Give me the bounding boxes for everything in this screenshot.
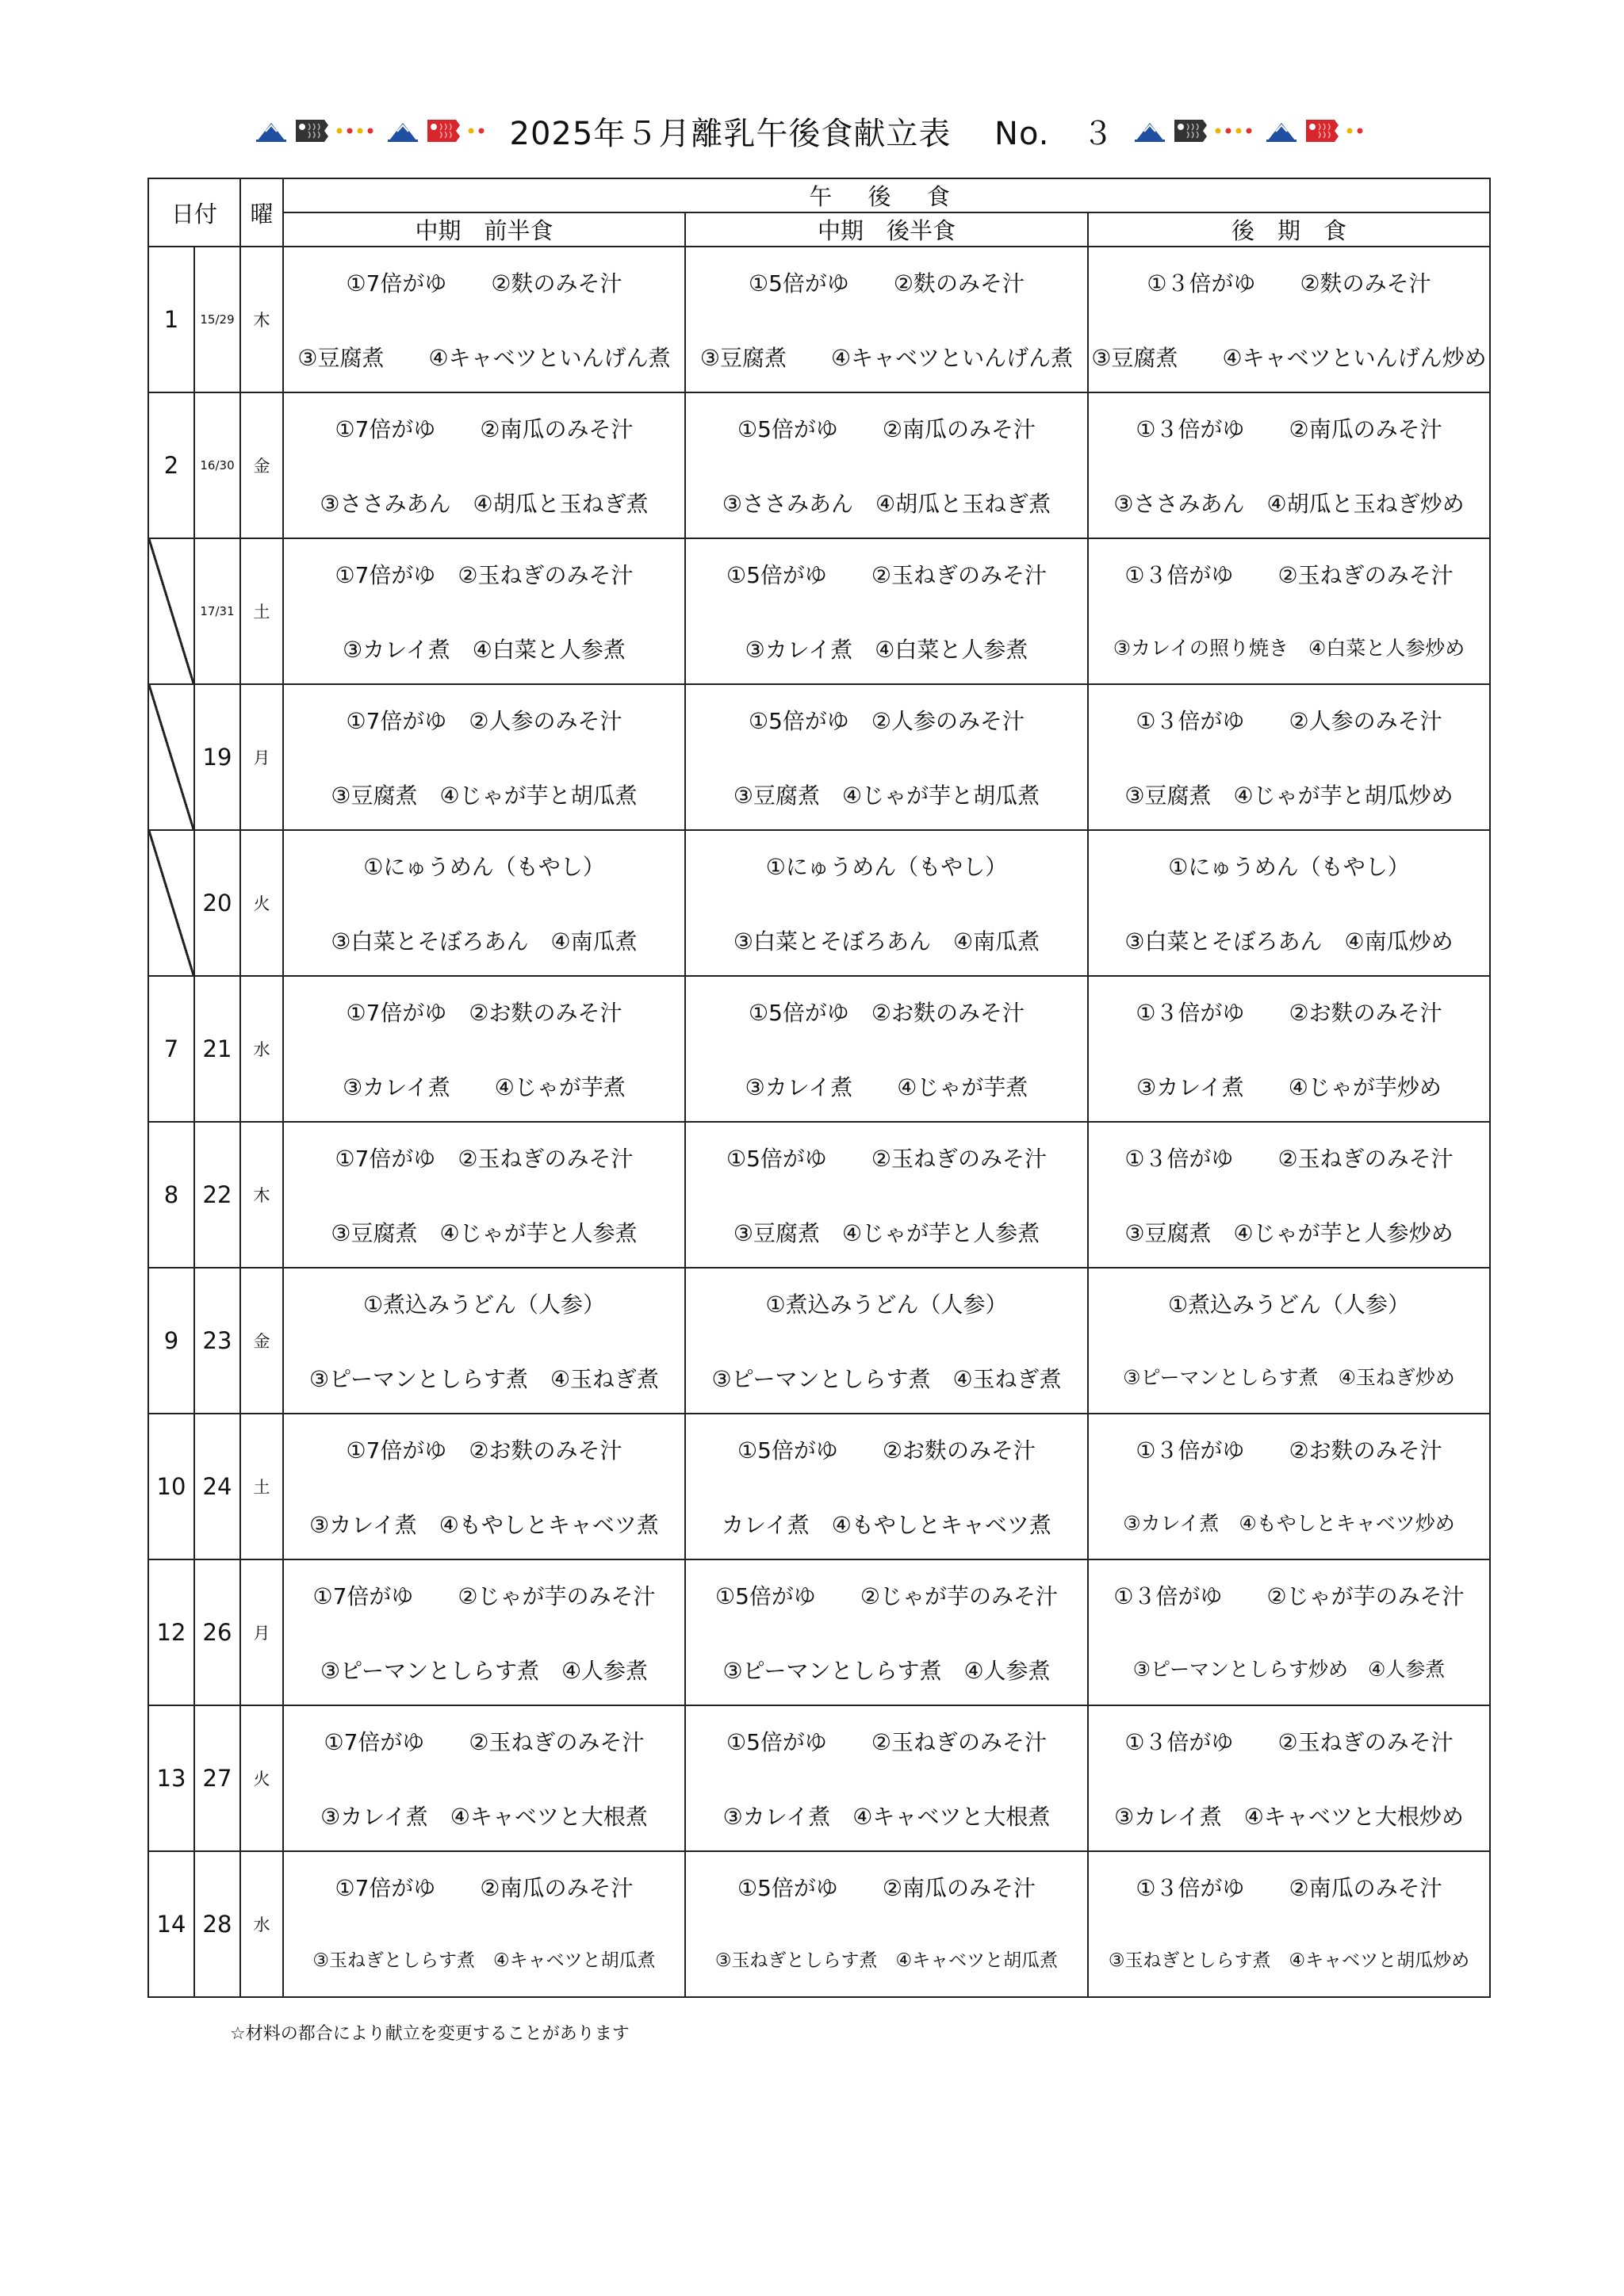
menu-cell-mid-late <box>685 1122 1088 1268</box>
menu-line: ①３倍がゆ ②南瓜のみそ汁 <box>1136 416 1442 442</box>
menu-cell-mid-late <box>685 1559 1088 1705</box>
table-row <box>148 1705 1490 1851</box>
menu-line: ③カレイ煮 ④じゃが芋煮 <box>745 1074 1028 1100</box>
menu-line: ①にゅうめん（もやし） <box>363 854 605 880</box>
menu-line: ③豆腐煮 ④じゃが芋と人参煮 <box>331 1220 638 1246</box>
menu-cell-mid-early <box>283 1268 685 1414</box>
menu-line: ①5倍がゆ ②玉ねぎのみそ汁 <box>726 562 1048 588</box>
koinobori-decoration-left <box>255 117 491 144</box>
menu-line: ①5倍がゆ ②お麩のみそ汁 <box>749 1000 1025 1026</box>
menu-line: ①5倍がゆ ②お麩のみそ汁 <box>737 1437 1036 1464</box>
menu-line: ①7倍がゆ ②お麩のみそ汁 <box>346 1437 622 1464</box>
menu-line: ③カレイ煮 ④キャベツと大根煮 <box>320 1804 648 1830</box>
row-number: 9 <box>148 1268 194 1414</box>
menu-line: ①煮込みうどん（人参） <box>362 1292 606 1318</box>
menu-line: ③ピーマンとしらす煮 ④玉ねぎ煮 <box>308 1366 660 1392</box>
menu-line: ③ささみあん ④胡瓜と玉ねぎ煮 <box>320 491 649 517</box>
menu-cell-late-stage <box>1088 392 1490 538</box>
menu-line: ③豆腐煮 ④キャベツといんげん煮 <box>297 345 671 371</box>
menu-line: ③豆腐煮 ④じゃが芋と胡瓜炒め <box>1124 783 1454 809</box>
menu-cell-late-stage <box>1088 976 1490 1122</box>
row-number <box>148 684 194 830</box>
row-date: 28 <box>194 1851 240 1997</box>
menu-cell-mid-early <box>283 830 685 976</box>
row-date: 17/31 <box>194 538 240 684</box>
menu-line: ①7倍がゆ ②お麩のみそ汁 <box>346 1000 622 1026</box>
menu-cell-mid-early <box>283 392 685 538</box>
menu-cell-mid-early <box>283 247 685 392</box>
menu-line: ③ピーマンとしらす煮 ④人参煮 <box>320 1658 649 1684</box>
menu-cell-late-stage <box>1088 247 1490 392</box>
row-date: 26 <box>194 1559 240 1705</box>
menu-line: ①３倍がゆ ②玉ねぎのみそ汁 <box>1124 1729 1454 1755</box>
menu-cell-mid-early <box>283 538 685 684</box>
menu-line: ①7倍がゆ ②人参のみそ汁 <box>346 708 622 734</box>
row-number: 14 <box>148 1851 194 1997</box>
row-number: 8 <box>148 1122 194 1268</box>
table-row <box>148 830 1490 976</box>
menu-line: ①5倍がゆ ②じゃが芋のみそ汁 <box>715 1583 1059 1609</box>
menu-line: カレイ煮 ④もやしとキャベツ煮 <box>722 1512 1051 1538</box>
menu-line: ③ピーマンとしらす炒め ④人参煮 <box>1132 1658 1446 1681</box>
menu-line: ③白菜とそぼろあん ④南瓜煮 <box>331 928 638 955</box>
menu-cell-mid-late <box>685 247 1088 392</box>
menu-line: ①３倍がゆ ②お麩のみそ汁 <box>1136 1437 1442 1464</box>
menu-line: ③カレイ煮 ④白菜と人参煮 <box>343 637 626 663</box>
menu-cell-mid-early <box>283 1414 685 1559</box>
row-date: 23 <box>194 1268 240 1414</box>
menu-line: ①３倍がゆ ②人参のみそ汁 <box>1136 708 1442 734</box>
menu-line: ③カレイ煮 ④キャベツと大根煮 <box>722 1804 1051 1830</box>
row-number: 12 <box>148 1559 194 1705</box>
menu-line: ①にゅうめん（もやし） <box>765 854 1008 880</box>
menu-line: ③豆腐煮 ④じゃが芋と人参煮 <box>733 1220 1040 1246</box>
menu-line: ③豆腐煮 ④じゃが芋と胡瓜煮 <box>733 783 1040 809</box>
footnote: ☆材料の都合により献立を変更することがあります <box>230 2024 630 2044</box>
menu-line: ③カレイ煮 ④もやしとキャベツ煮 <box>309 1512 659 1538</box>
header-mid-late: 中期 後半食 <box>685 212 1088 247</box>
row-number: 1 <box>148 247 194 392</box>
row-weekday: 木 <box>240 1122 283 1268</box>
menu-cell-late-stage <box>1088 1122 1490 1268</box>
menu-line: ③豆腐煮 ④じゃが芋と胡瓜煮 <box>331 783 638 809</box>
header-day: 曜 <box>240 178 283 247</box>
header-date: 日付 <box>148 178 240 247</box>
menu-line: ①３倍がゆ ②南瓜のみそ汁 <box>1136 1875 1442 1901</box>
table-row <box>148 1851 1490 1997</box>
menu-line: ①7倍がゆ ②玉ねぎのみそ汁 <box>335 1146 634 1172</box>
beads-icon <box>1346 125 1369 136</box>
title-bar <box>0 103 1624 159</box>
row-number: 10 <box>148 1414 194 1559</box>
menu-line: ①煮込みうどん（人参） <box>765 1292 1008 1318</box>
row-weekday: 金 <box>240 1268 283 1414</box>
menu-line: ③ピーマンとしらす煮 ④玉ねぎ炒め <box>1123 1366 1455 1389</box>
menu-cell-mid-late <box>685 684 1088 830</box>
row-weekday: 月 <box>240 1559 283 1705</box>
carp-streamer-red-icon <box>426 117 461 144</box>
menu-cell-late-stage <box>1088 1414 1490 1559</box>
menu-line: ③白菜とそぼろあん ④南瓜炒め <box>1124 928 1454 955</box>
menu-line: ③カレイ煮 ④キャベツと大根炒め <box>1114 1804 1464 1830</box>
page-title: 2025年５月離乳午後食献立表 No. ３ <box>509 115 1115 152</box>
menu-line: ①３倍がゆ ②玉ねぎのみそ汁 <box>1124 562 1454 588</box>
menu-line: ③玉ねぎとしらす煮 ④キャベツと胡瓜煮 <box>714 1950 1059 1971</box>
table-row <box>148 1559 1490 1705</box>
table-row <box>148 976 1490 1122</box>
menu-line: ①３倍がゆ ②麩のみそ汁 <box>1147 270 1431 297</box>
menu-line: ①5倍がゆ ②玉ねぎのみそ汁 <box>726 1146 1048 1172</box>
menu-line: ①３倍がゆ ②お麩のみそ汁 <box>1136 1000 1442 1026</box>
menu-line: ①7倍がゆ ②玉ねぎのみそ汁 <box>335 562 634 588</box>
menu-line: ③カレイ煮 ④もやしとキャベツ炒め <box>1123 1512 1455 1535</box>
menu-line: ③豆腐煮 ④キャベツといんげん炒め <box>1091 345 1487 371</box>
menu-line: ③カレイ煮 ④じゃが芋煮 <box>343 1074 626 1100</box>
kabuto-icon <box>255 119 288 143</box>
row-weekday: 火 <box>240 1705 283 1851</box>
menu-line: ③ピーマンとしらす煮 ④人参煮 <box>722 1658 1051 1684</box>
menu-cell-late-stage <box>1088 1559 1490 1705</box>
menu-line: ③ささみあん ④胡瓜と玉ねぎ煮 <box>722 491 1051 517</box>
menu-cell-mid-early <box>283 1705 685 1851</box>
row-number: 7 <box>148 976 194 1122</box>
row-weekday: 土 <box>240 538 283 684</box>
carp-streamer-black-icon <box>294 117 329 144</box>
row-date: 20 <box>194 830 240 976</box>
menu-line: ①7倍がゆ ②南瓜のみそ汁 <box>335 1875 634 1901</box>
menu-line: ①にゅうめん（もやし） <box>1168 854 1410 880</box>
beads-icon <box>467 125 491 136</box>
menu-cell-late-stage <box>1088 1851 1490 1997</box>
menu-cell-late-stage <box>1088 1268 1490 1414</box>
table-row <box>148 1268 1490 1414</box>
menu-line: ①5倍がゆ ②南瓜のみそ汁 <box>737 1875 1036 1901</box>
table-row <box>148 538 1490 684</box>
menu-line: ③豆腐煮 ④キャベツといんげん煮 <box>699 345 1074 371</box>
row-weekday: 金 <box>240 392 283 538</box>
menu-cell-late-stage <box>1088 1705 1490 1851</box>
menu-line: ①7倍がゆ ②麩のみそ汁 <box>346 270 622 297</box>
table-row <box>148 684 1490 830</box>
row-date: 27 <box>194 1705 240 1851</box>
menu-cell-mid-late <box>685 392 1088 538</box>
menu-cell-mid-early <box>283 976 685 1122</box>
row-date: 24 <box>194 1414 240 1559</box>
menu-line: ③ささみあん ④胡瓜と玉ねぎ炒め <box>1113 491 1465 517</box>
row-number <box>148 830 194 976</box>
table-row <box>148 392 1490 538</box>
row-weekday: 木 <box>240 247 283 392</box>
menu-line: ①7倍がゆ ②南瓜のみそ汁 <box>335 416 634 442</box>
menu-line: ③カレイ煮 ④白菜と人参煮 <box>745 637 1028 663</box>
menu-cell-mid-early <box>283 1122 685 1268</box>
menu-line: ①３倍がゆ ②玉ねぎのみそ汁 <box>1124 1146 1454 1172</box>
kabuto-icon <box>1133 119 1166 143</box>
row-date: 21 <box>194 976 240 1122</box>
menu-line: ③ピーマンとしらす煮 ④玉ねぎ煮 <box>711 1366 1062 1392</box>
koinobori-decoration-right <box>1133 117 1369 144</box>
menu-cell-late-stage <box>1088 830 1490 976</box>
header-late-stage: 後 期 食 <box>1088 212 1490 247</box>
menu-cell-mid-early <box>283 684 685 830</box>
row-date: 22 <box>194 1122 240 1268</box>
header-afternoon-meal: 午 後 食 <box>283 178 1490 212</box>
row-weekday: 月 <box>240 684 283 830</box>
menu-cell-late-stage <box>1088 538 1490 684</box>
menu-line: ①5倍がゆ ②南瓜のみそ汁 <box>737 416 1036 442</box>
beads-icon <box>335 125 380 136</box>
row-date: 16/30 <box>194 392 240 538</box>
row-number: 2 <box>148 392 194 538</box>
menu-table <box>147 178 1491 1998</box>
menu-line: ①３倍がゆ ②じゃが芋のみそ汁 <box>1113 1583 1465 1609</box>
menu-line: ③カレイの照り焼き ④白菜と人参炒め <box>1113 637 1465 660</box>
menu-line: ①7倍がゆ ②じゃが芋のみそ汁 <box>312 1583 656 1609</box>
menu-cell-mid-early <box>283 1851 685 1997</box>
row-date: 19 <box>194 684 240 830</box>
menu-cell-mid-early <box>283 1559 685 1705</box>
menu-cell-mid-late <box>685 1414 1088 1559</box>
menu-line: ①5倍がゆ ②玉ねぎのみそ汁 <box>726 1729 1048 1755</box>
menu-line: ③カレイ煮 ④じゃが芋炒め <box>1136 1074 1442 1100</box>
row-date: 15/29 <box>194 247 240 392</box>
kabuto-icon <box>1265 119 1298 143</box>
menu-cell-mid-late <box>685 830 1088 976</box>
table-row <box>148 1122 1490 1268</box>
menu-line: ①7倍がゆ ②玉ねぎのみそ汁 <box>324 1729 645 1755</box>
row-number <box>148 538 194 684</box>
menu-cell-mid-late <box>685 538 1088 684</box>
menu-cell-mid-late <box>685 1705 1088 1851</box>
row-weekday: 水 <box>240 976 283 1122</box>
menu-line: ①5倍がゆ ②人参のみそ汁 <box>749 708 1025 734</box>
kabuto-icon <box>386 119 419 143</box>
menu-line: ③玉ねぎとしらす煮 ④キャベツと胡瓜炒め <box>1108 1950 1470 1971</box>
menu-cell-mid-late <box>685 1851 1088 1997</box>
header-mid-early: 中期 前半食 <box>283 212 685 247</box>
carp-streamer-red-icon <box>1304 117 1339 144</box>
table-row <box>148 247 1490 392</box>
row-weekday: 土 <box>240 1414 283 1559</box>
menu-line: ③玉ねぎとしらす煮 ④キャベツと胡瓜煮 <box>312 1950 656 1971</box>
menu-cell-mid-late <box>685 976 1088 1122</box>
menu-line: ①煮込みうどん（人参） <box>1167 1292 1411 1318</box>
row-weekday: 水 <box>240 1851 283 1997</box>
table-row <box>148 1414 1490 1559</box>
beads-icon <box>1214 125 1258 136</box>
row-number: 13 <box>148 1705 194 1851</box>
menu-line: ①5倍がゆ ②麩のみそ汁 <box>749 270 1025 297</box>
row-weekday: 火 <box>240 830 283 976</box>
menu-line: ③白菜とそぼろあん ④南瓜煮 <box>733 928 1040 955</box>
menu-line: ③豆腐煮 ④じゃが芋と人参炒め <box>1124 1220 1454 1246</box>
menu-cell-late-stage <box>1088 684 1490 830</box>
carp-streamer-black-icon <box>1173 117 1208 144</box>
menu-cell-mid-late <box>685 1268 1088 1414</box>
